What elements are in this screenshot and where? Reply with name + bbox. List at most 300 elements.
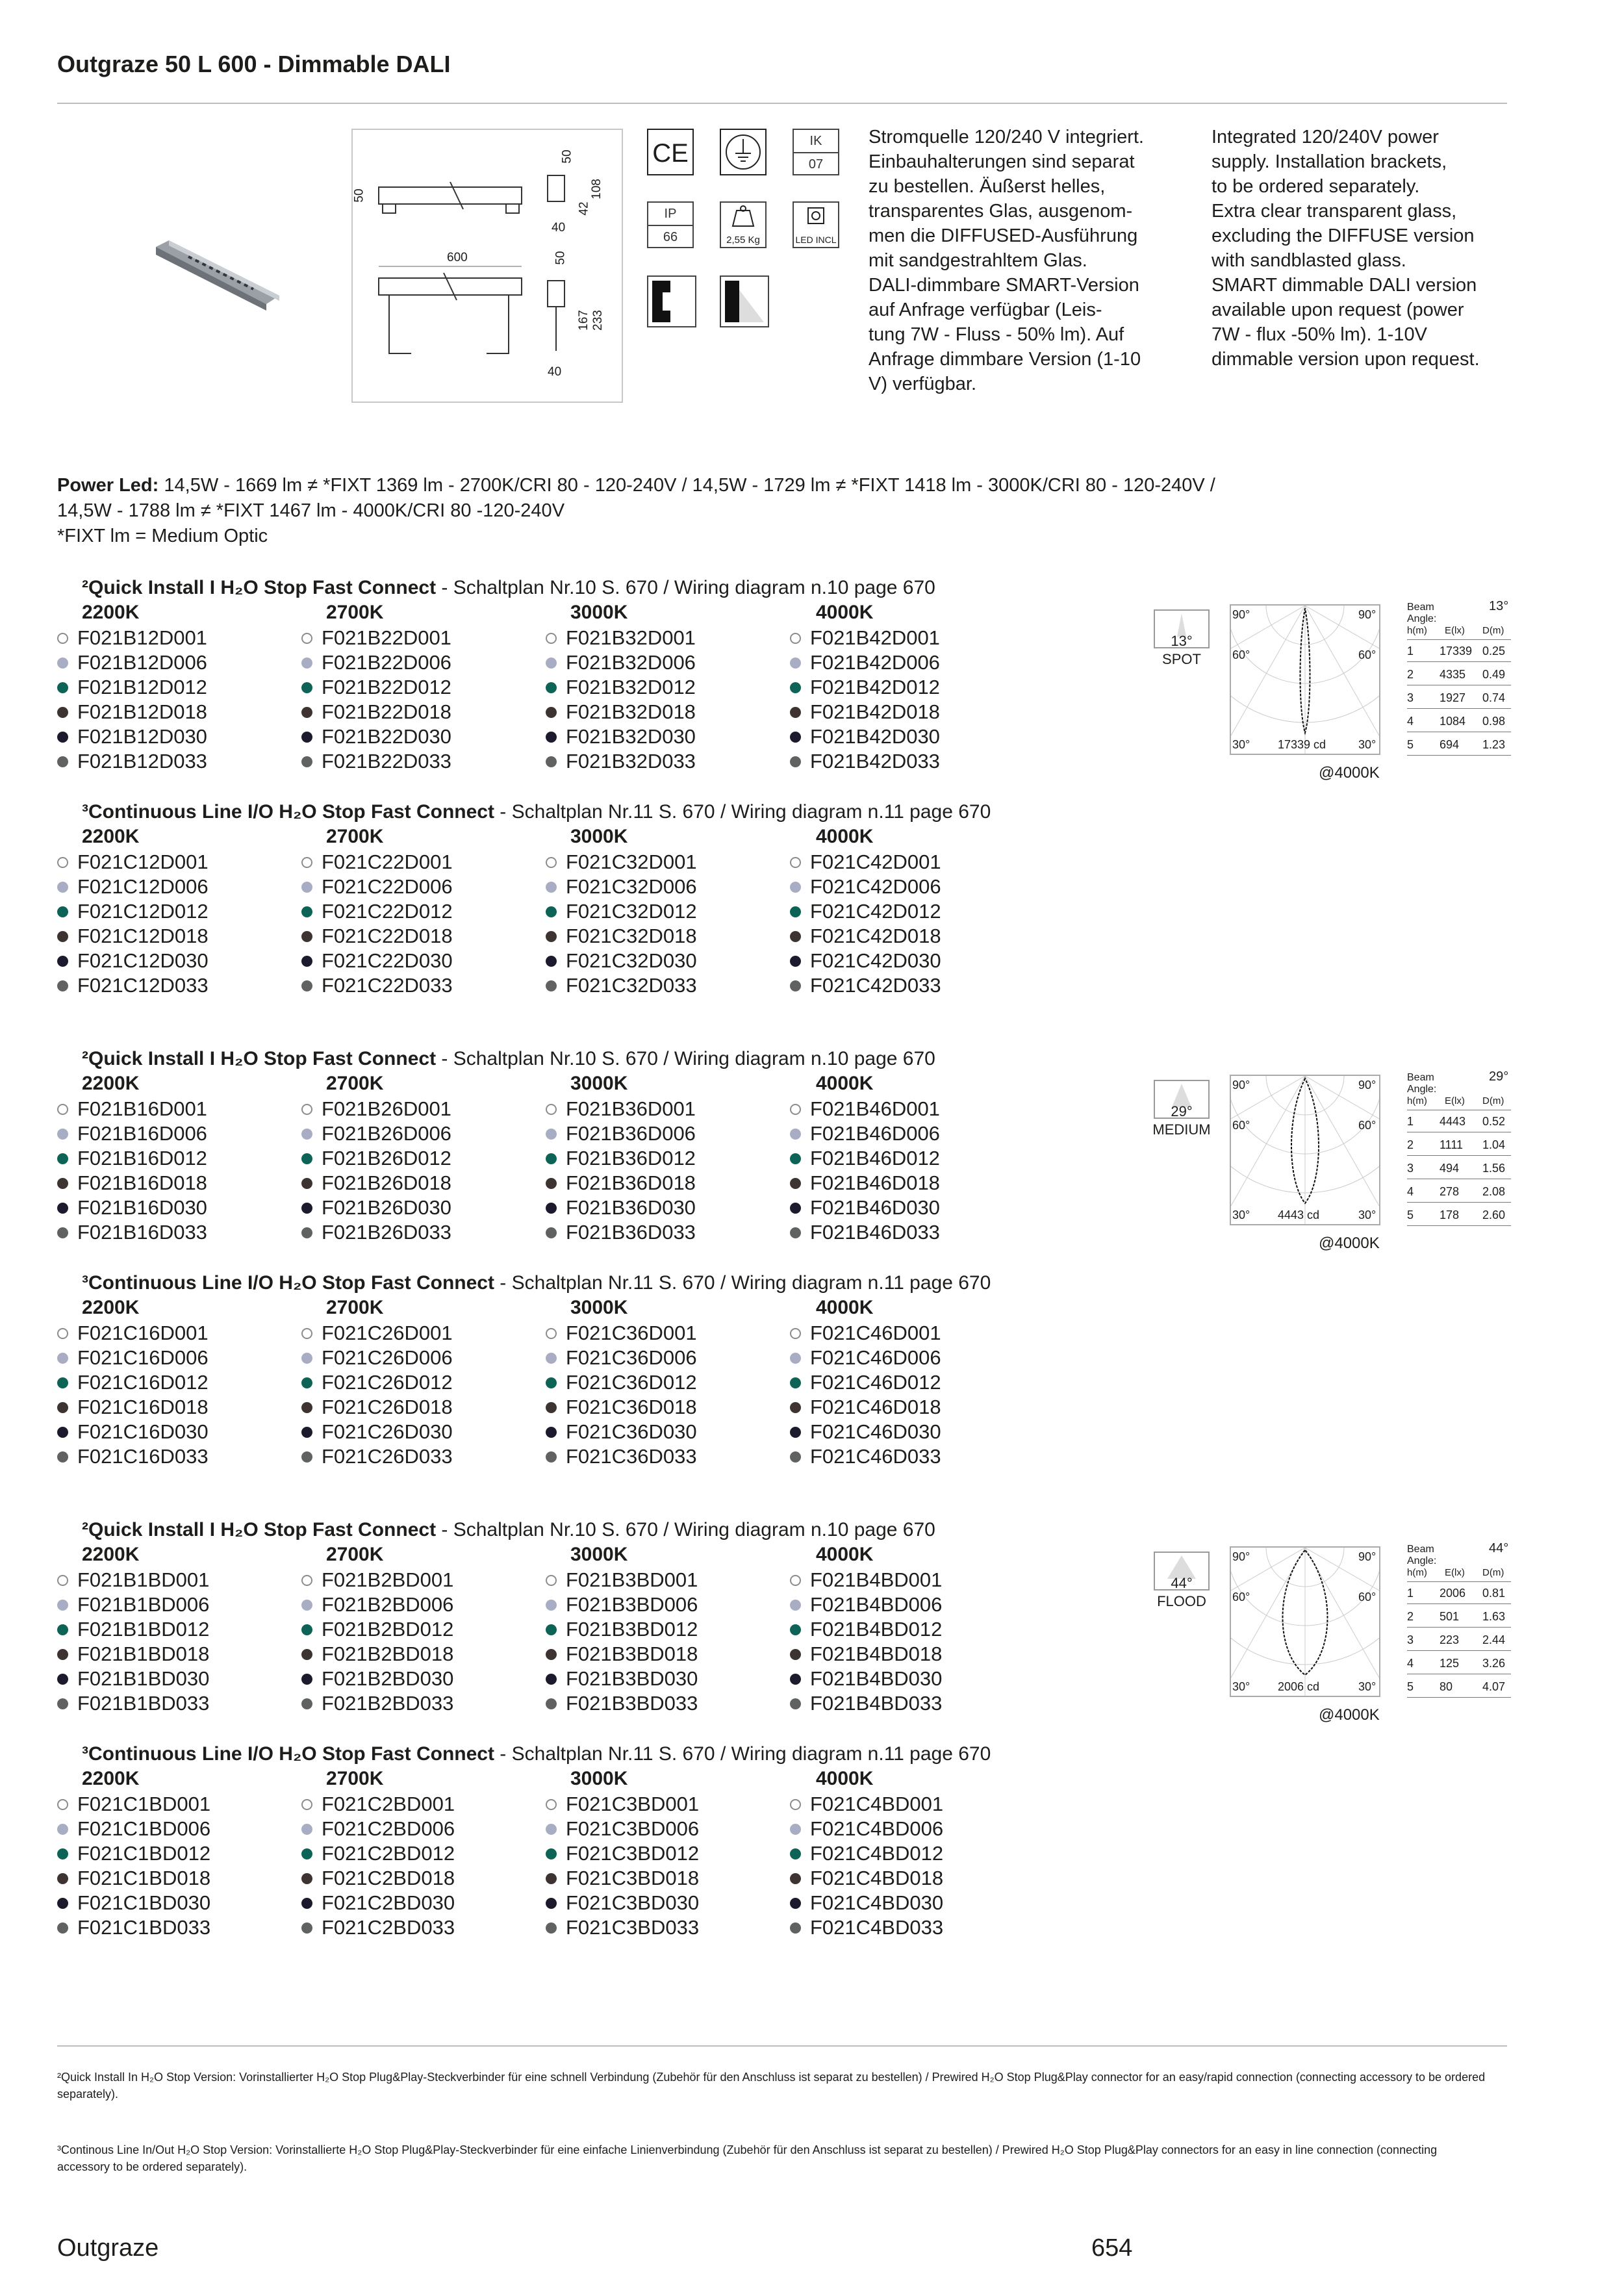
section-heading-bold: ³Continuous Line I/O H₂O Stop Fast Connect [82,801,494,823]
order-code [301,1196,451,1220]
order-code-text: F021B2BD006 [322,1593,454,1616]
finish-color-dot-icon [301,1203,312,1214]
section-heading-wiring: - Schaltplan Nr.10 S. 670 / Wiring diagram n.10 page 670 [436,577,935,598]
finish-color-dot-icon [301,1923,312,1934]
order-code [546,1221,696,1244]
finish-color-dot-icon [790,1402,801,1413]
order-code-text: F021B1BD018 [77,1642,210,1665]
finish-color-dot-icon [546,707,557,718]
order-code-text: F021C26D001 [322,1322,453,1344]
order-code [57,850,209,874]
polar-angle-label: 90° [1232,608,1250,621]
temperature-header: 3000K [570,826,628,847]
order-code [301,1097,451,1121]
order-code [301,1593,453,1616]
order-code [790,900,941,923]
order-code [790,1196,940,1220]
order-code-text: F021B16D030 [77,1196,207,1219]
finish-color-dot-icon [790,1923,801,1934]
order-code [57,700,207,724]
finish-color-dot-icon [546,1328,557,1339]
table-row [1407,1159,1511,1179]
order-code [546,1445,697,1468]
finish-color-dot-icon [301,1129,312,1140]
order-code [790,1593,942,1616]
order-code-text: F021C12D012 [77,900,209,923]
finish-color-dot-icon [546,1377,557,1388]
desc-en-line: with sandblasted glass. [1212,250,1406,271]
order-code [57,1793,210,1816]
order-code [57,875,209,899]
table-cell: 2 [1407,1610,1414,1623]
col-header-d: D(m) [1482,1095,1504,1106]
footnote-quick-install: ²Quick Install In H₂O Stop Version: Vorinstallierter H₂O Stop Plug&Play-Steckverbinder für eine schnell Verbindung (Zubehör für den Anschluss ist separat zu bestellen) / Prewired H₂O Stop Plug&Play connector for an easy/rapid connection (connecting accessory to be ordered separately). [57,2071,1486,2101]
table-cell: 5 [1407,1680,1414,1693]
order-code-text: F021B46D012 [810,1147,940,1169]
order-code-text: F021C4BD012 [810,1842,944,1865]
order-code [301,1420,453,1444]
col-header-h: h(m) [1407,625,1427,636]
order-code [301,1147,451,1170]
order-code-text: F021B1BD033 [77,1692,210,1715]
polar-angle-label: 60° [1358,1119,1377,1132]
table-cell: 4 [1407,1657,1414,1670]
order-code [57,1396,209,1419]
order-code-text: F021C22D030 [322,949,453,972]
table-cell: 0.74 [1482,691,1506,704]
table-cell: 178 [1440,1208,1460,1221]
order-code-text: F021B2BD012 [322,1618,454,1641]
temperature-header: 2200K [82,1073,140,1094]
desc-en-line: Extra clear transparent glass, [1212,201,1457,222]
table-row [1407,1607,1511,1628]
order-code [546,1322,697,1345]
order-code-text: F021B22D030 [322,725,451,748]
order-code [790,725,940,748]
product-photo [149,227,279,312]
beam-angle-value: 44° [1489,1541,1509,1555]
order-code-text: F021C32D033 [566,974,697,997]
order-code [301,651,451,674]
beam-angle-label: 44° [1171,1575,1193,1591]
finish-color-dot-icon [301,1898,312,1909]
finish-color-dot-icon [546,682,557,693]
order-code-text: F021B4BD030 [810,1667,943,1690]
order-code-text: F021C46D006 [810,1346,941,1369]
finish-color-dot-icon [301,1873,312,1884]
order-code [790,1793,943,1816]
table-cell: 2006 [1440,1587,1466,1600]
table-cell: 0.49 [1482,668,1506,681]
order-code [57,1171,207,1195]
temperature-header: 2700K [326,826,384,847]
finish-color-dot-icon [301,1848,312,1859]
finish-color-dot-icon [546,1824,557,1835]
order-code [57,1842,210,1865]
order-code [57,651,207,674]
order-code-text: F021C42D001 [810,850,941,873]
order-code [790,1667,942,1691]
temperature-header: 4000K [816,826,874,847]
order-code-text: F021B42D006 [810,651,940,674]
temperature-header: 4000K [816,1297,874,1318]
table-row [1407,642,1511,662]
order-code-text: F021B42D018 [810,700,940,723]
finish-color-dot-icon [57,1824,68,1835]
order-code [546,925,697,948]
finish-color-dot-icon [57,1129,68,1140]
finish-color-dot-icon [790,980,801,991]
finish-color-dot-icon [546,1427,557,1438]
order-code-text: F021C12D001 [77,850,209,873]
finish-color-dot-icon [790,906,801,917]
beam-angle-caption: Beam Angle: [1407,1544,1437,1566]
order-code-text: F021B22D018 [322,700,451,723]
order-code [546,1642,698,1666]
table-cell: 2 [1407,668,1414,681]
order-code-text: F021C1BD006 [77,1817,211,1840]
dim-bottom-4: 233 [590,310,605,331]
table-row [1407,665,1511,685]
order-code [301,1568,453,1592]
finish-color-dot-icon [301,1799,312,1810]
col-header-h: h(m) [1407,1095,1427,1106]
order-code [546,1122,696,1145]
table-cell: 5 [1407,738,1414,751]
power-label: Power Led: [57,475,159,496]
order-code-text: F021C4BD001 [810,1793,944,1815]
order-code-text: F021B46D030 [810,1196,940,1219]
desc-en-line: SMART dimmable DALI version [1212,275,1477,296]
finish-color-dot-icon [790,1353,801,1364]
finish-color-dot-icon [57,1203,68,1214]
ip-label: IP [648,203,692,226]
page-title: Outgraze 50 L 600 - Dimmable DALI [57,51,451,77]
order-code-text: F021C4BD006 [810,1817,944,1840]
finish-color-dot-icon [57,1178,68,1189]
order-code-text: F021B16D018 [77,1171,207,1194]
order-code-text: F021C36D033 [566,1445,697,1468]
table-cell: 3 [1407,1633,1414,1646]
order-code-text: F021B46D006 [810,1122,940,1145]
temperature-header: 2200K [82,1768,140,1789]
finish-color-dot-icon [790,756,801,767]
table-header-rule [1407,639,1511,640]
order-code [57,1891,210,1915]
order-code [546,1346,697,1370]
order-code-text: F021C22D001 [322,850,453,873]
col-header-d: D(m) [1482,625,1504,636]
polar-angle-label: 90° [1232,1550,1250,1563]
finish-color-dot-icon [57,1674,68,1685]
order-code [790,1867,943,1890]
order-code [57,750,207,773]
power-led-info [57,473,1512,549]
finish-color-dot-icon [57,707,68,718]
finish-color-dot-icon [546,1898,557,1909]
finish-color-dot-icon [57,1153,68,1164]
order-code-text: F021B32D018 [566,700,696,723]
table-cell: 1.23 [1482,738,1506,751]
order-code-text: F021B1BD001 [77,1568,210,1591]
order-code-text: F021B4BD018 [810,1642,943,1665]
color-temp-note: @4000K [1319,1706,1380,1724]
ik-rating-badge [793,129,839,175]
finish-color-dot-icon [57,1873,68,1884]
order-code-text: F021B1BD012 [77,1618,210,1641]
order-code-text: F021B12D018 [77,700,207,723]
order-code [57,1618,209,1641]
finish-color-dot-icon [790,707,801,718]
order-code [57,626,207,650]
finish-color-dot-icon [301,1427,312,1438]
weight-icon [721,203,765,231]
polar-angle-label: 60° [1358,648,1377,661]
order-code [57,1196,207,1220]
dim-bottom-2: 50 [553,251,568,265]
candela-value: 4443 cd [1278,1208,1320,1221]
order-code [790,1891,943,1915]
finish-color-dot-icon [57,1848,68,1859]
section-heading-bold: ²Quick Install I H₂O Stop Fast Connect [82,1519,437,1540]
finish-color-dot-icon [57,1624,68,1635]
finish-color-dot-icon [301,1575,312,1586]
recessed-mount-icon [647,275,696,327]
ip-value: 66 [663,230,678,244]
order-code-text: F021C46D012 [810,1371,941,1394]
order-code-text: F021C26D018 [322,1396,453,1418]
table-cell: 4.07 [1482,1680,1506,1693]
table-row [1407,689,1511,709]
col-header-e: E(lx) [1445,1095,1465,1106]
col-header-h: h(m) [1407,1567,1427,1578]
finish-color-dot-icon [301,931,312,942]
section-heading [82,577,935,599]
order-code [301,676,451,699]
finish-color-dot-icon [546,1923,557,1934]
section-heading-wiring: - Schaltplan Nr.11 S. 670 / Wiring diagram n.11 page 670 [494,1743,991,1765]
order-code [301,1891,455,1915]
finish-color-dot-icon [301,956,312,967]
order-code-text: F021C16D001 [77,1322,209,1344]
finish-color-dot-icon [546,1698,557,1709]
order-code-text: F021B22D001 [322,626,451,649]
order-code [57,1221,207,1244]
order-code [790,1842,943,1865]
finish-color-dot-icon [301,756,312,767]
beam-angle-value: 29° [1489,1069,1509,1084]
section-heading-bold: ²Quick Install I H₂O Stop Fast Connect [82,577,437,598]
col-header-d: D(m) [1482,1567,1504,1578]
finish-color-dot-icon [790,658,801,669]
temperature-header: 3000K [570,1073,628,1094]
order-code-text: F021C32D018 [566,925,697,947]
order-code [790,850,941,874]
table-row [1407,1206,1511,1226]
order-code [790,700,940,724]
order-code-text: F021B26D030 [322,1196,451,1219]
section-heading [82,801,991,823]
order-code [790,750,940,773]
order-code-text: F021C3BD006 [566,1817,700,1840]
order-code-text: F021C3BD030 [566,1891,700,1914]
order-code-text: F021B2BD018 [322,1642,454,1665]
order-code [301,1817,455,1841]
dim-top-1: 50 [560,149,574,164]
finish-color-dot-icon [790,1898,801,1909]
technical-drawing [351,129,623,403]
order-code [546,700,696,724]
order-code [57,1371,209,1394]
order-code-text: F021B12D006 [77,651,207,674]
table-cell: 2.44 [1482,1633,1506,1646]
order-code-text: F021B3BD006 [566,1593,698,1616]
polar-angle-label: 60° [1232,1119,1250,1132]
order-code [546,1171,696,1195]
table-cell: 4 [1407,715,1414,728]
finish-color-dot-icon [790,1824,801,1835]
order-code [57,1692,209,1715]
finish-color-dot-icon [57,1451,68,1463]
order-code [301,1642,453,1666]
order-code [546,900,697,923]
finish-color-dot-icon [790,1674,801,1685]
order-code-text: F021B36D006 [566,1122,696,1145]
order-code-text: F021C32D030 [566,949,697,972]
order-code [57,676,207,699]
order-code-text: F021C32D001 [566,850,697,873]
order-code [546,651,696,674]
finish-color-dot-icon [57,658,68,669]
polar-angle-label: 30° [1232,1208,1250,1221]
order-code [301,875,453,899]
temperature-header: 3000K [570,1768,628,1789]
order-code [790,1568,942,1592]
order-code [546,1867,699,1890]
order-code [790,1692,942,1715]
finish-color-dot-icon [301,1402,312,1413]
finish-color-dot-icon [546,980,557,991]
order-code-text: F021B42D030 [810,725,940,748]
light-emission-icon [720,275,769,327]
order-code-text: F021B4BD001 [810,1568,943,1591]
finish-color-dot-icon [301,1649,312,1660]
order-code-text: F021C16D018 [77,1396,209,1418]
order-code-text: F021B32D006 [566,651,696,674]
candela-value: 17339 cd [1278,738,1326,751]
finish-color-dot-icon [301,882,312,893]
page-number: 654 [1091,2234,1133,2262]
finish-color-dot-icon [790,956,801,967]
finish-color-dot-icon [57,1353,68,1364]
finish-color-dot-icon [546,1649,557,1660]
order-code-text: F021C1BD030 [77,1891,211,1914]
polar-angle-label: 30° [1358,1680,1377,1693]
order-code [546,1692,698,1715]
ik-label: IK [794,130,838,153]
polar-angle-label: 60° [1232,648,1250,661]
finish-color-dot-icon [546,1799,557,1810]
finish-color-dot-icon [790,633,801,644]
finish-color-dot-icon [546,1624,557,1635]
order-code-text: F021B42D033 [810,750,940,773]
finish-color-dot-icon [546,906,557,917]
table-cell: 1.63 [1482,1610,1506,1623]
order-code [790,651,940,674]
section-heading-wiring: - Schaltplan Nr.11 S. 670 / Wiring diagram n.11 page 670 [494,1272,991,1294]
finish-color-dot-icon [57,1649,68,1660]
order-code [546,1842,699,1865]
order-code-text: F021B32D033 [566,750,696,773]
order-code [790,925,941,948]
finish-color-dot-icon [546,1402,557,1413]
table-row [1407,1136,1511,1156]
order-code-text: F021B46D018 [810,1171,940,1194]
finish-color-dot-icon [301,1600,312,1611]
section-heading-bold: ²Quick Install I H₂O Stop Fast Connect [82,1048,437,1069]
order-code-text: F021C46D001 [810,1322,941,1344]
section-heading [82,1743,991,1765]
order-code-text: F021B12D001 [77,626,207,649]
order-code-text: F021B2BD030 [322,1667,454,1690]
dim-bottom-5: 40 [548,365,562,379]
power-line-1: 14,5W - 1669 lm ≠ *FIXT 1369 lm - 2700K/CRI 80 - 120-240V / 14,5W - 1729 lm ≠ *FIXT 1418 lm - 3000K/CRI 80 - 120-240V / [164,475,1215,496]
table-cell: 0.52 [1482,1115,1506,1128]
order-code [57,974,209,997]
order-code [301,1842,455,1865]
polar-angle-label: 30° [1232,1680,1250,1693]
order-code-text: F021C32D012 [566,900,697,923]
desc-en-line: available upon request (power [1212,300,1464,320]
desc-en-line: 7W - flux -50% lm). 1-10V [1212,324,1427,345]
led-included-badge [793,201,839,248]
polar-angle-label: 30° [1232,738,1250,751]
temperature-header: 2200K [82,1297,140,1318]
finish-color-dot-icon [790,1451,801,1463]
table-row [1407,1584,1511,1604]
power-line-2: 14,5W - 1788 lm ≠ *FIXT 1467 lm - 4000K/CRI 80 -120-240V [57,500,565,521]
order-code-text: F021C3BD001 [566,1793,700,1815]
polar-angle-label: 90° [1358,1079,1377,1092]
order-code-text: F021B2BD001 [322,1568,454,1591]
finish-color-dot-icon [57,682,68,693]
order-code [546,676,696,699]
order-code [301,974,453,997]
finish-color-dot-icon [546,1203,557,1214]
order-code [790,949,941,973]
order-code [301,725,451,748]
color-temp-note: @4000K [1319,764,1380,782]
order-code-text: F021C1BD033 [77,1916,211,1939]
order-code [790,1171,940,1195]
table-cell: 4335 [1440,668,1466,681]
order-code [790,1618,942,1641]
footnote-divider [57,2045,1507,2047]
order-code-text: F021C1BD012 [77,1842,211,1865]
finish-color-dot-icon [546,882,557,893]
finish-color-dot-icon [790,1600,801,1611]
finish-color-dot-icon [301,707,312,718]
finish-color-dot-icon [546,1674,557,1685]
col-header-e: E(lx) [1445,1567,1465,1578]
order-code [790,1420,941,1444]
order-code [546,1568,698,1592]
desc-de-line: DALI-dimmbare SMART-Version [869,275,1139,296]
desc-de-line: Anfrage dimmbare Version (1-10 [869,349,1141,370]
finish-color-dot-icon [57,1104,68,1115]
finish-color-dot-icon [546,1129,557,1140]
finish-color-dot-icon [57,1328,68,1339]
